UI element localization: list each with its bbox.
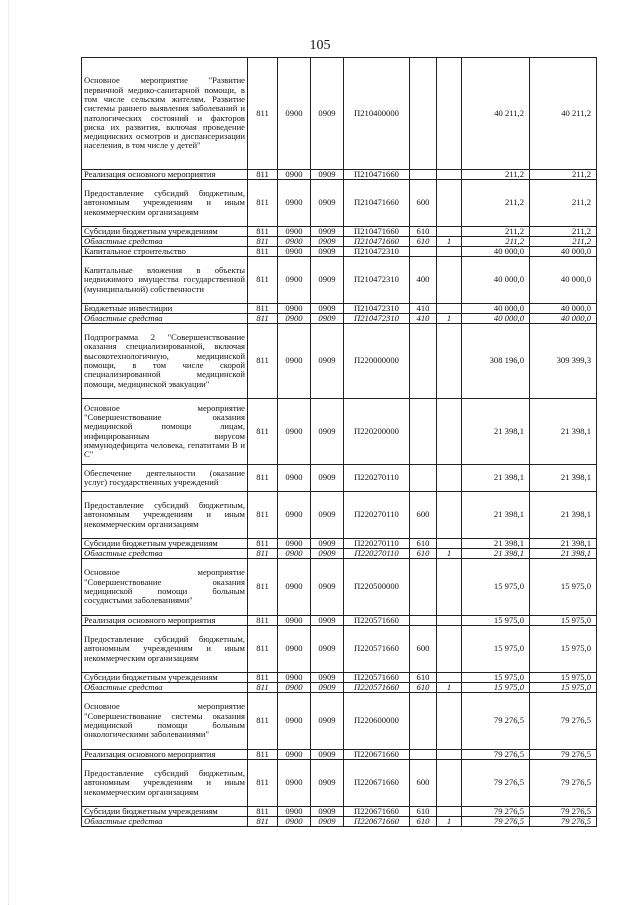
grbs-code: 811 [248,807,278,817]
subsection-code: 0909 [311,58,344,170]
budget-source-code [437,807,462,817]
amount-year-2: 211,2 [530,237,597,247]
budget-source-code [437,58,462,170]
subsection-code: 0909 [311,807,344,817]
row-name: Предоставление субсидий бюджетным, автономным учреждениям и иным некоммерческим организациям [82,180,248,227]
amount-year-1: 40 211,2 [462,58,530,170]
amount-year-1: 79 276,5 [462,750,530,760]
amount-year-2: 40 000,0 [530,314,597,324]
expense-type-code [410,58,437,170]
subsection-code: 0909 [311,465,344,492]
section-code: 0900 [278,559,311,616]
budget-source-code [437,539,462,549]
section-code: 0900 [278,807,311,817]
amount-year-2: 40 211,2 [530,58,597,170]
row-name: Основное мероприятие "Развитие первичной медико-санитарной помощи, в том числе сельским жителям. Развитие системы раннего выявления заболеваний и патологических состояний и факторов риска их развития, включая проведение медицинских осмотров и диспансеризации населения, в том числе у детей" [82,58,248,170]
subsection-code: 0909 [311,817,344,827]
amount-year-1: 40 000,0 [462,304,530,314]
subsection-code: 0909 [311,616,344,626]
amount-year-2: 21 398,1 [530,549,597,559]
grbs-code: 811 [248,549,278,559]
table-row [82,324,597,399]
section-code: 0900 [278,465,311,492]
budget-source-code [437,693,462,750]
section-code: 0900 [278,616,311,626]
budget-source-code [437,324,462,399]
table-row [82,616,597,626]
amount-year-2: 211,2 [530,227,597,237]
grbs-code: 811 [248,257,278,304]
amount-year-2: 15 975,0 [530,616,597,626]
section-code: 0900 [278,626,311,673]
target-article-code: П220671660 [344,750,410,760]
page-number: 105 [309,38,331,53]
amount-year-2: 211,2 [530,180,597,227]
target-article-code: П220571660 [344,683,410,693]
amount-year-1: 79 276,5 [462,807,530,817]
table-row [82,304,597,314]
grbs-code: 811 [248,760,278,807]
expense-type-code: 610 [410,539,437,549]
row-name: Основное мероприятие "Совершенствование оказания медицинской помощи больным сосудистыми заболеваниями" [82,559,248,616]
section-code: 0900 [278,683,311,693]
expense-type-code [410,559,437,616]
row-name: Областные средства [82,237,248,247]
target-article-code: П220500000 [344,559,410,616]
target-article-code: П210472310 [344,314,410,324]
subsection-code: 0909 [311,693,344,750]
expense-type-code: 600 [410,180,437,227]
row-name: Областные средства [82,817,248,827]
grbs-code: 811 [248,492,278,539]
subsection-code: 0909 [311,170,344,180]
row-name: Основное мероприятие "Совершенствование оказания медицинской помощи лицам, инфицированным вирусом иммунодефицита человека, гепатитами В и С" [82,399,248,465]
section-code: 0900 [278,180,311,227]
amount-year-1: 211,2 [462,180,530,227]
row-name: Реализация основного мероприятия [82,750,248,760]
subsection-code: 0909 [311,492,344,539]
row-name: Субсидии бюджетным учреждениям [82,539,248,549]
subsection-code: 0909 [311,559,344,616]
grbs-code: 811 [248,314,278,324]
table-row [82,817,597,827]
subsection-code: 0909 [311,257,344,304]
section-code: 0900 [278,817,311,827]
budget-source-code: 1 [437,237,462,247]
amount-year-2: 15 975,0 [530,683,597,693]
amount-year-1: 40 000,0 [462,257,530,304]
target-article-code: П220000000 [344,324,410,399]
row-name: Реализация основного мероприятия [82,170,248,180]
amount-year-2: 40 000,0 [530,304,597,314]
section-code: 0900 [278,257,311,304]
target-article-code: П210471660 [344,180,410,227]
section-code: 0900 [278,247,311,257]
table-row [82,693,597,750]
section-code: 0900 [278,58,311,170]
grbs-code: 811 [248,626,278,673]
target-article-code: П220671660 [344,807,410,817]
subsection-code: 0909 [311,304,344,314]
expense-type-code [410,170,437,180]
amount-year-1: 21 398,1 [462,492,530,539]
expense-type-code: 410 [410,314,437,324]
amount-year-1: 308 196,0 [462,324,530,399]
row-name: Основное мероприятие "Совершенствование системы оказания медицинской помощи больным онкологическими заболеваниями" [82,693,248,750]
budget-table [81,57,597,827]
budget-source-code [437,227,462,237]
amount-year-2: 15 975,0 [530,626,597,673]
grbs-code: 811 [248,673,278,683]
expense-type-code [410,750,437,760]
section-code: 0900 [278,549,311,559]
expense-type-code: 610 [410,549,437,559]
table-row [82,237,597,247]
section-code: 0900 [278,750,311,760]
amount-year-1: 79 276,5 [462,693,530,750]
amount-year-2: 21 398,1 [530,465,597,492]
table-row [82,465,597,492]
amount-year-2: 79 276,5 [530,817,597,827]
target-article-code: П210472310 [344,257,410,304]
amount-year-1: 211,2 [462,170,530,180]
table-row [82,314,597,324]
target-article-code: П210472310 [344,247,410,257]
grbs-code: 811 [248,237,278,247]
section-code: 0900 [278,324,311,399]
row-name: Предоставление субсидий бюджетным, автономным учреждениям и иным некоммерческим организациям [82,760,248,807]
subsection-code: 0909 [311,673,344,683]
expense-type-code: 610 [410,807,437,817]
amount-year-1: 15 975,0 [462,626,530,673]
row-name: Подпрограмма 2 "Совершенствование оказания специализированной, включая высокотехнологичную, медицинской помощи, в том числе скорой специализированной медицинской помощи, медицинской эвакуации" [82,324,248,399]
budget-source-code [437,673,462,683]
budget-source-code [437,180,462,227]
amount-year-2: 15 975,0 [530,559,597,616]
subsection-code: 0909 [311,626,344,673]
amount-year-1: 15 975,0 [462,673,530,683]
budget-source-code [437,559,462,616]
table-row [82,247,597,257]
section-code: 0900 [278,227,311,237]
budget-source-code [437,492,462,539]
expense-type-code: 610 [410,817,437,827]
amount-year-1: 21 398,1 [462,549,530,559]
expense-type-code [410,465,437,492]
amount-year-1: 15 975,0 [462,616,530,626]
table-row [82,492,597,539]
table-row [82,760,597,807]
subsection-code: 0909 [311,750,344,760]
budget-source-code [437,616,462,626]
grbs-code: 811 [248,750,278,760]
target-article-code: П220671660 [344,760,410,807]
expense-type-code [410,693,437,750]
section-code: 0900 [278,170,311,180]
amount-year-1: 21 398,1 [462,539,530,549]
expense-type-code [410,324,437,399]
amount-year-2: 40 000,0 [530,257,597,304]
row-name: Субсидии бюджетным учреждениям [82,673,248,683]
table-row [82,559,597,616]
amount-year-1: 211,2 [462,227,530,237]
amount-year-2: 309 399,3 [530,324,597,399]
section-code: 0900 [278,314,311,324]
budget-source-code [437,170,462,180]
target-article-code: П220671660 [344,817,410,827]
expense-type-code: 610 [410,683,437,693]
section-code: 0900 [278,304,311,314]
expense-type-code: 600 [410,760,437,807]
expense-type-code: 600 [410,626,437,673]
amount-year-1: 79 276,5 [462,817,530,827]
budget-source-code: 1 [437,314,462,324]
amount-year-1: 40 000,0 [462,247,530,257]
row-name: Областные средства [82,683,248,693]
grbs-code: 811 [248,58,278,170]
table-row [82,227,597,237]
target-article-code: П210471660 [344,170,410,180]
table-row [82,399,597,465]
grbs-code: 811 [248,227,278,237]
budget-source-code [437,399,462,465]
expense-type-code [410,616,437,626]
target-article-code: П220200000 [344,399,410,465]
table-row [82,58,597,170]
target-article-code: П220571660 [344,673,410,683]
amount-year-2: 21 398,1 [530,539,597,549]
expense-type-code [410,399,437,465]
grbs-code: 811 [248,616,278,626]
grbs-code: 811 [248,170,278,180]
table-row [82,549,597,559]
grbs-code: 811 [248,399,278,465]
amount-year-1: 40 000,0 [462,314,530,324]
section-code: 0900 [278,673,311,683]
amount-year-2: 15 975,0 [530,673,597,683]
subsection-code: 0909 [311,237,344,247]
amount-year-2: 21 398,1 [530,399,597,465]
amount-year-2: 79 276,5 [530,760,597,807]
grbs-code: 811 [248,683,278,693]
row-name: Областные средства [82,549,248,559]
target-article-code: П220600000 [344,693,410,750]
budget-source-code [437,760,462,807]
row-name: Предоставление субсидий бюджетным, автономным учреждениям и иным некоммерческим организациям [82,492,248,539]
grbs-code: 811 [248,465,278,492]
row-name: Субсидии бюджетным учреждениям [82,227,248,237]
budget-source-code [437,626,462,673]
section-code: 0900 [278,760,311,807]
expense-type-code: 610 [410,237,437,247]
target-article-code: П220571660 [344,616,410,626]
section-code: 0900 [278,539,311,549]
subsection-code: 0909 [311,247,344,257]
scan-edge-mark [8,0,10,905]
amount-year-1: 211,2 [462,237,530,247]
amount-year-1: 21 398,1 [462,465,530,492]
budget-source-code [437,750,462,760]
table-row [82,257,597,304]
row-name: Бюджетные инвестиции [82,304,248,314]
subsection-code: 0909 [311,539,344,549]
subsection-code: 0909 [311,399,344,465]
expense-type-code: 610 [410,673,437,683]
section-code: 0900 [278,399,311,465]
amount-year-1: 15 975,0 [462,683,530,693]
grbs-code: 811 [248,693,278,750]
grbs-code: 811 [248,304,278,314]
section-code: 0900 [278,693,311,750]
amount-year-2: 40 000,0 [530,247,597,257]
row-name: Реализация основного мероприятия [82,616,248,626]
target-article-code: П220270110 [344,465,410,492]
target-article-code: П220270110 [344,492,410,539]
amount-year-2: 79 276,5 [530,750,597,760]
subsection-code: 0909 [311,227,344,237]
expense-type-code: 400 [410,257,437,304]
amount-year-2: 21 398,1 [530,492,597,539]
table-row [82,750,597,760]
subsection-code: 0909 [311,314,344,324]
budget-source-code [437,257,462,304]
table-row [82,170,597,180]
subsection-code: 0909 [311,683,344,693]
row-name: Предоставление субсидий бюджетным, автономным учреждениям и иным некоммерческим организациям [82,626,248,673]
table-row [82,683,597,693]
expense-type-code: 410 [410,304,437,314]
budget-source-code [437,304,462,314]
amount-year-1: 79 276,5 [462,760,530,807]
table-row [82,539,597,549]
budget-source-code [437,247,462,257]
table-row [82,180,597,227]
table-row [82,626,597,673]
budget-source-code: 1 [437,683,462,693]
grbs-code: 811 [248,180,278,227]
row-name: Областные средства [82,314,248,324]
amount-year-2: 211,2 [530,170,597,180]
row-name: Субсидии бюджетным учреждениям [82,807,248,817]
target-article-code: П210471660 [344,227,410,237]
row-name: Капитальные вложения в объекты недвижимого имущества государственной (муниципальной) собственности [82,257,248,304]
subsection-code: 0909 [311,760,344,807]
table-row [82,807,597,817]
budget-source-code: 1 [437,549,462,559]
subsection-code: 0909 [311,549,344,559]
subsection-code: 0909 [311,180,344,227]
budget-source-code [437,465,462,492]
grbs-code: 811 [248,539,278,549]
amount-year-2: 79 276,5 [530,807,597,817]
grbs-code: 811 [248,817,278,827]
expense-type-code [410,247,437,257]
target-article-code: П220571660 [344,626,410,673]
row-name: Обеспечение деятельности (оказание услуг) государственных учреждений [82,465,248,492]
amount-year-1: 21 398,1 [462,399,530,465]
budget-source-code: 1 [437,817,462,827]
expense-type-code: 600 [410,492,437,539]
expense-type-code: 610 [410,227,437,237]
target-article-code: П210471660 [344,237,410,247]
target-article-code: П220270110 [344,539,410,549]
grbs-code: 811 [248,324,278,399]
subsection-code: 0909 [311,324,344,399]
target-article-code: П220270110 [344,549,410,559]
section-code: 0900 [278,237,311,247]
target-article-code: П210472310 [344,304,410,314]
table-row [82,673,597,683]
grbs-code: 811 [248,247,278,257]
section-code: 0900 [278,492,311,539]
grbs-code: 811 [248,559,278,616]
amount-year-1: 15 975,0 [462,559,530,616]
amount-year-2: 79 276,5 [530,693,597,750]
table-body [82,58,597,827]
row-name: Капитальное строительство [82,247,248,257]
target-article-code: П210400000 [344,58,410,170]
